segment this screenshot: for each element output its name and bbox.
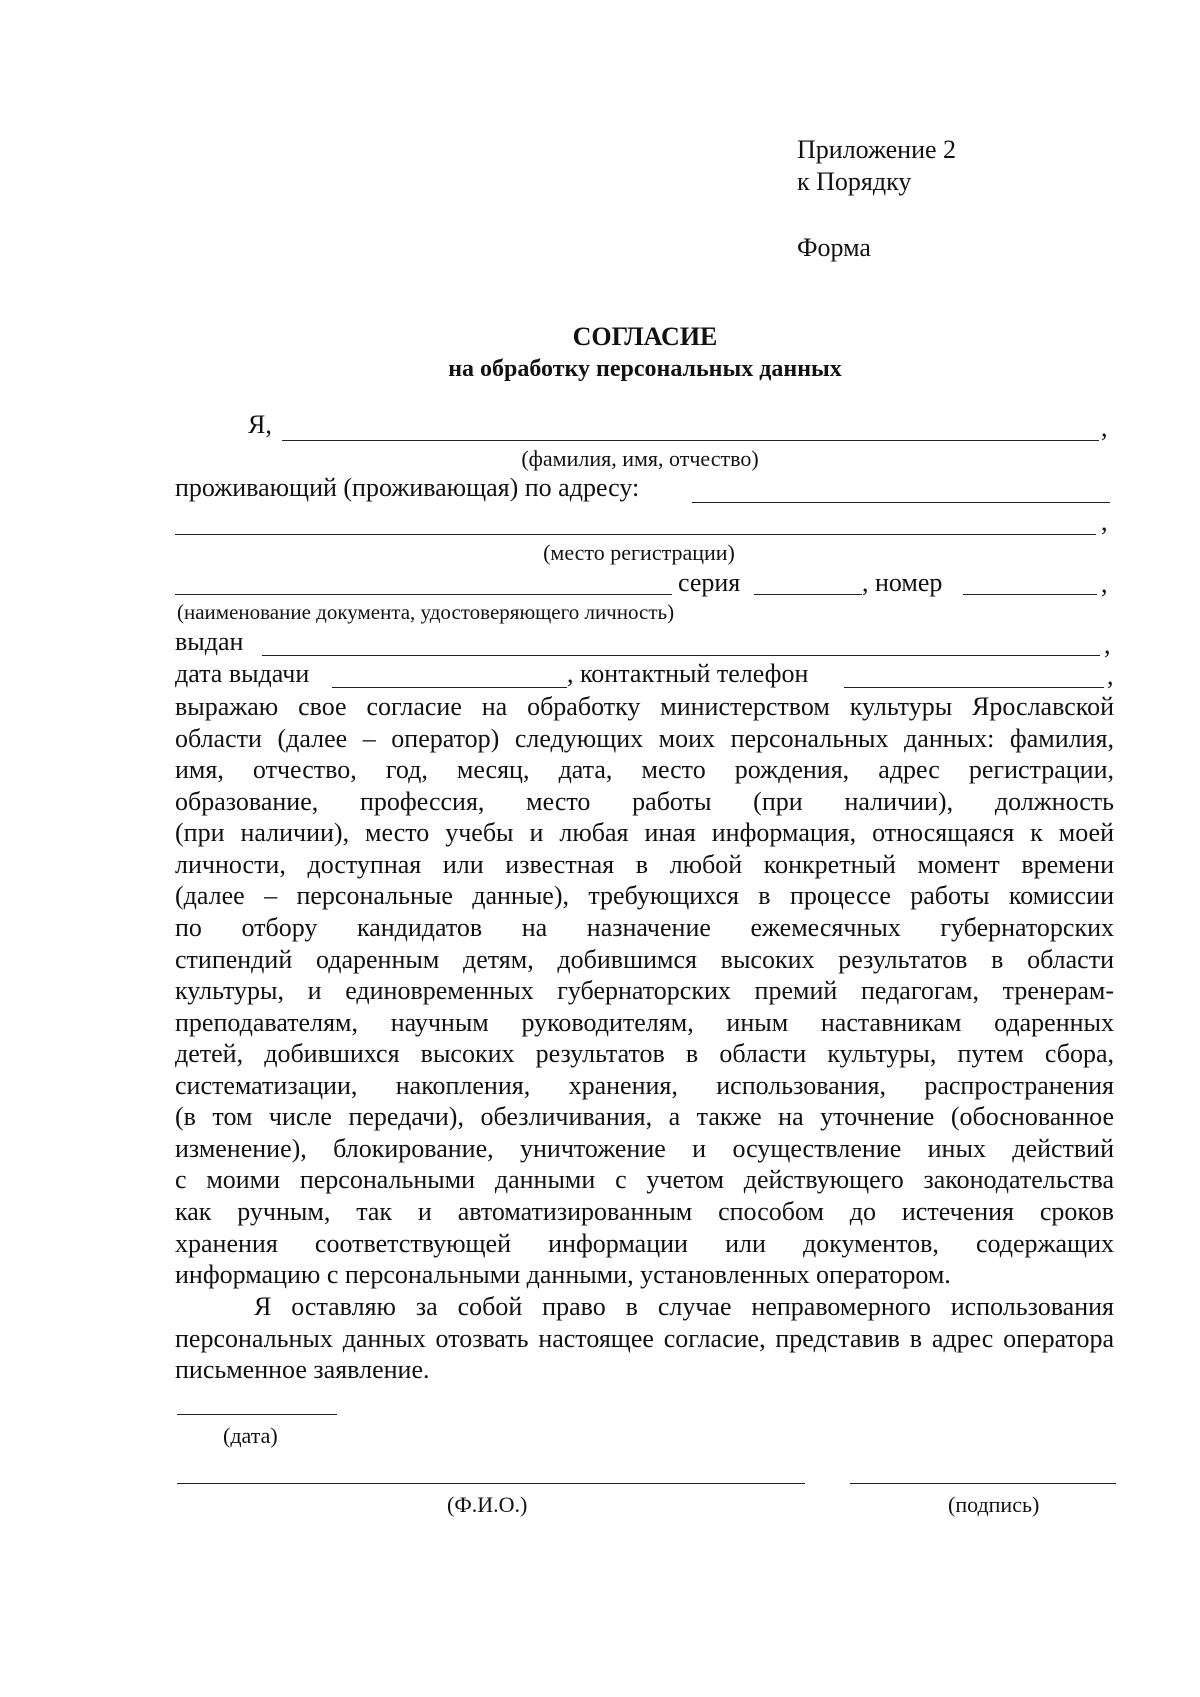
body-line: (при наличии), место учебы и любая иная информация, относящаяся к моей — [175, 818, 1114, 847]
body-line: культуры, и единовременных губернаторских премий педагогам, тренерам- — [175, 976, 1114, 1005]
body-line: как ручным, так и автоматизированным способом до истечения сроков — [175, 1197, 1114, 1226]
phone-comma: , — [1107, 661, 1114, 690]
issued-line — [262, 655, 1100, 656]
issued-label: выдан — [175, 627, 244, 656]
date-line — [177, 1414, 337, 1415]
date-caption: (дата) — [223, 1423, 278, 1448]
number-label: , номер — [862, 568, 943, 597]
series-line — [754, 594, 862, 595]
document-title: СОГЛАСИЕ — [572, 322, 718, 351]
document-subtitle: на обработку персональных данных — [448, 356, 842, 382]
document-name-line — [175, 594, 672, 595]
address-line-1 — [692, 502, 1110, 503]
address-label: проживающий (проживающая) по адресу: — [175, 473, 640, 502]
fio-signature-line — [177, 1483, 805, 1484]
signature-line — [850, 1483, 1116, 1484]
phone-line — [844, 687, 1104, 688]
signature-caption: (подпись) — [948, 1492, 1040, 1517]
body-line: систематизации, накопления, хранения, использования, распространения — [175, 1071, 1114, 1100]
body-line: (в том числе передачи), обезличивания, а также на уточнение (обоснованное — [175, 1102, 1114, 1131]
appendix-line-2: к Порядку — [797, 167, 912, 196]
phone-label: , контактный телефон — [567, 659, 809, 688]
body-line: изменение), блокирование, уничтожение и осуществление иных действий — [175, 1134, 1114, 1163]
issue-date-line — [332, 687, 567, 688]
form-label: Форма — [797, 233, 871, 262]
document-caption: (наименование документа, удостоверяющего личность) — [177, 600, 675, 624]
body-line: по отбору кандидатов на назначение ежемесячных губернаторских — [175, 913, 1114, 942]
fio-comma: , — [1101, 413, 1108, 442]
fio-signature-caption: (Ф.И.О.) — [447, 1492, 528, 1517]
revocation-paragraph: Я оставляю за собой право в случае неправомерного использования персональных данных отозвать настоящее согласие, представив в адрес оператора письменное заявление. — [175, 1292, 1114, 1385]
body-line: личности, доступная или известная в любой конкретный момент времени — [175, 850, 1114, 879]
number-comma: , — [1101, 569, 1108, 598]
registration-caption: (место регистрации) — [543, 540, 735, 565]
body-line: хранения соответствующей информации или документов, содержащих — [175, 1229, 1114, 1258]
i-label: Я, — [248, 410, 272, 439]
body-line: имя, отчество, год, месяц, дата, место рождения, адрес регистрации, — [175, 755, 1114, 784]
series-label: серия — [678, 568, 741, 597]
body-line: детей, добившихся высоких результатов в области культуры, путем сбора, — [175, 1039, 1114, 1068]
number-line — [963, 594, 1097, 595]
body-line: выражаю свое согласие на обработку министерством культуры Ярославской — [175, 692, 1114, 721]
issue-date-label: дата выдачи — [175, 659, 310, 688]
body-line: с моими персональными данными с учетом действующего законодательства — [175, 1165, 1114, 1194]
body-line: образование, профессия, место работы (при наличии), должность — [175, 787, 1114, 816]
body-line: (далее – персональные данные), требующихся в процессе работы комиссии — [175, 881, 1114, 910]
body-line: преподавателям, научным руководителям, иным наставникам одаренных — [175, 1008, 1114, 1037]
body-line: области (далее – оператор) следующих моих персональных данных: фамилия, — [175, 724, 1114, 753]
fio-line — [282, 440, 1099, 441]
fio-caption: (фамилия, имя, отчество) — [521, 446, 759, 471]
body-line: стипендий одаренным детям, добившимся высоких результатов в области — [175, 945, 1114, 974]
address-line-2 — [175, 534, 1096, 535]
body-line: информацию с персональными данными, установленных оператором. — [175, 1260, 951, 1289]
address-comma: , — [1101, 507, 1108, 536]
issued-comma: , — [1104, 630, 1111, 659]
appendix-line-1: Приложение 2 — [797, 135, 957, 164]
